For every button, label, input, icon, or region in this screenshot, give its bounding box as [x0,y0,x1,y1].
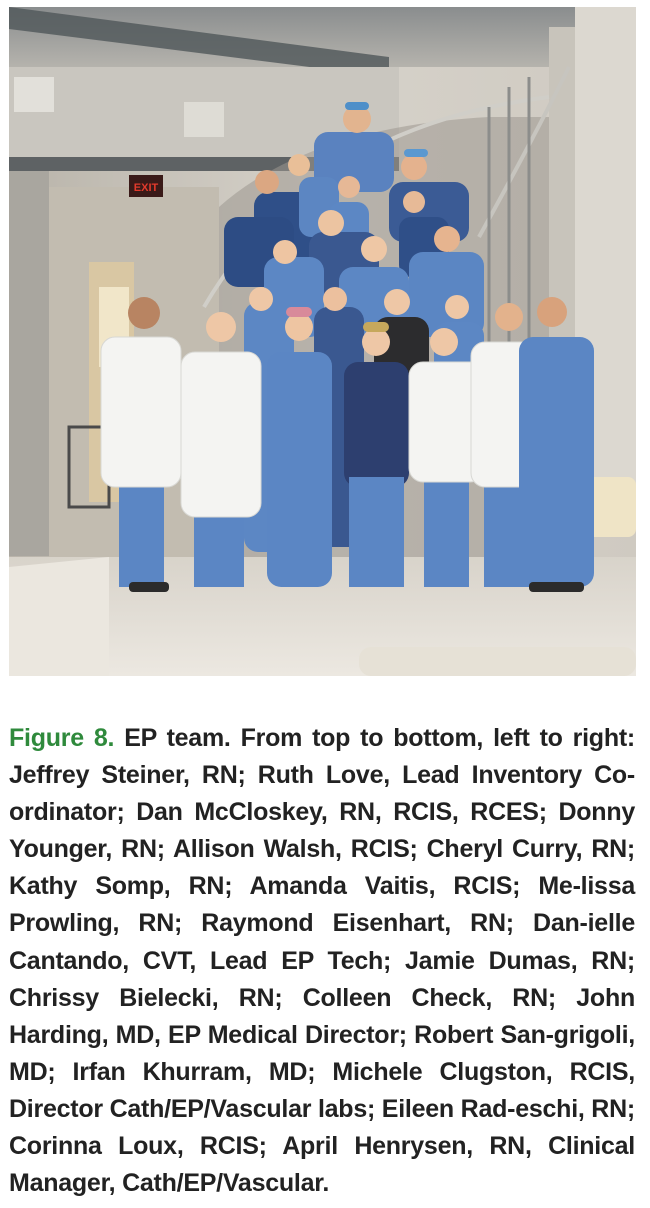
exit-sign-text: EXIT [133,182,159,194]
team-photo [9,7,636,676]
team-photo-illustration [9,7,636,676]
figure-caption-text: EP team. From top to bottom, left to right: Jeffrey Steiner, RN; Ruth Love, Lead Inventory Co-ordinator; Dan McCloskey, RN, RCIS, RCES; Donny Younger, RN; Allison Walsh, RCIS; Cheryl Curry, RN; Kathy Somp, RN; Amanda Vaitis, RCIS; Me-lissa Prowling, RN; Raymond Eisenhart, RN; Dan-ielle Cantando, CVT, Lead EP Tech; Jamie Dumas, RN; Chrissy Bielecki, RN; Colleen Check, RN; John Harding, MD, EP Medical Director; Robert San-grigoli, MD; Irfan Khurram, MD; Michele Clugston, RCIS, Director Cath/EP/Vascular labs; Eileen Rad-eschi, RN; Corinna Loux, RCIS; April Henrysen, RN, Clinical Manager, Cath/EP/Vascular. [9,724,636,1198]
figure-label: Figure 8. [9,724,115,752]
figure-caption [9,720,635,1202]
